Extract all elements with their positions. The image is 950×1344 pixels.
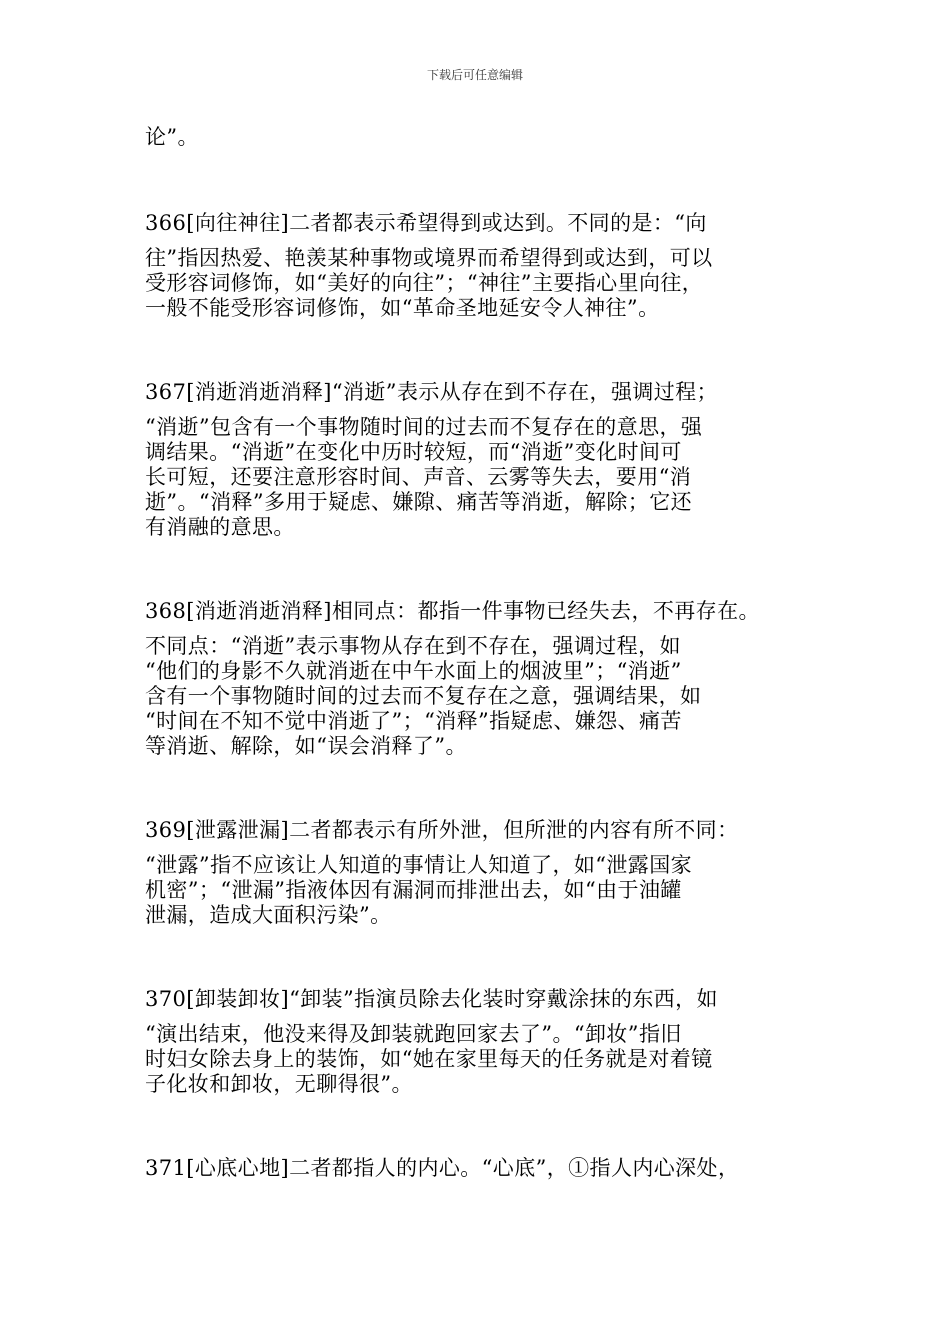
- entry-heading: 368[消逝消逝消释]相同点：都指一件事物已经失去，不再存在。: [145, 599, 760, 623]
- text-line: 受形容词修饰，如“美好的向往”；“神往”主要指心里向往，: [145, 271, 704, 295]
- text-line: 逝”。“消释”多用于疑虑、嫌隙、痛苦等消逝，解除；它还: [145, 490, 693, 514]
- text-line: 时妇女除去身上的装饰，如“她在家里每天的任务就是对着镜: [145, 1047, 713, 1071]
- entry-text: [145, 246, 820, 321]
- entry-text: [145, 415, 820, 540]
- entry-366: [145, 208, 820, 321]
- text-line: 含有一个事物随时间的过去而不复存在之意，强调结果，如: [145, 684, 702, 708]
- text-line: “泄露”指不应该让人知道的事情让人知道了，如“泄露国家: [145, 853, 693, 877]
- entry-370: [145, 984, 820, 1097]
- text-line: 长可短，还要注意形容时间、声音、云雾等失去，要用“消: [145, 465, 692, 489]
- text-line: 子化妆和卸妆，无聊得很”。: [145, 1072, 413, 1096]
- text-line: 调结果。“消逝”在变化中历时较短，而“消逝”变化时间可: [145, 440, 682, 464]
- entry-368: [145, 596, 820, 759]
- text-line: 机密”；“泄漏”指液体因有漏洞而排泄出去，如“由于油罐: [145, 878, 682, 902]
- text-line: 一般不能受形容词修饰，如“革命圣地延安令人神往”。: [145, 296, 660, 320]
- entry-371: [145, 1153, 820, 1183]
- text-line: 有消融的意思。: [145, 515, 295, 539]
- text-line: “消逝”包含有一个事物随时间的过去而不复存在的意思，强: [145, 415, 703, 439]
- entry-367: [145, 377, 820, 540]
- text-line: 不同点：“消逝”表示事物从存在到不存在，强调过程，如: [145, 634, 681, 658]
- document-body: [145, 122, 820, 1183]
- continuation-text: 论”。: [145, 125, 199, 149]
- entry-369: [145, 815, 820, 928]
- entry-heading: 366[向往神往]二者都表示希望得到或达到。不同的是：“向: [145, 211, 707, 235]
- page-header: 下载后可任意编辑: [426, 68, 523, 82]
- entry-text: [145, 1022, 820, 1097]
- text-line: 往”指因热爱、艳羡某种事物或境界而希望得到或达到，可以: [145, 246, 713, 270]
- entry-text: [145, 634, 820, 759]
- text-line: 泄漏，造成大面积污染”。: [145, 903, 392, 927]
- text-line: “时间在不知不觉中消逝了”；“消释”指疑虑、嫌怨、痛苦: [145, 709, 682, 733]
- text-line: “他们的身影不久就消逝在中午水面上的烟波里”；“消逝”: [145, 659, 682, 683]
- entry-heading: 367[消逝消逝消释]“消逝”表示从存在到不存在，强调过程；: [145, 380, 718, 404]
- entry-heading: 371[心底心地]二者都指人的内心。“心底”，①指人内心深处，: [145, 1156, 740, 1180]
- text-line: “演出结束，他没来得及卸装就跑回家去了”。“卸妆”指旧: [145, 1022, 682, 1046]
- text-line: 等消逝、解除，如“误会消释了”。: [145, 734, 467, 758]
- entry-text: [145, 853, 820, 928]
- entry-heading: 369[泄露泄漏]二者都表示有所外泄，但所泄的内容有所不同：: [145, 818, 739, 842]
- entry-heading: 370[卸装卸妆]“卸装”指演员除去化装时穿戴涂抹的东西，如: [145, 987, 718, 1011]
